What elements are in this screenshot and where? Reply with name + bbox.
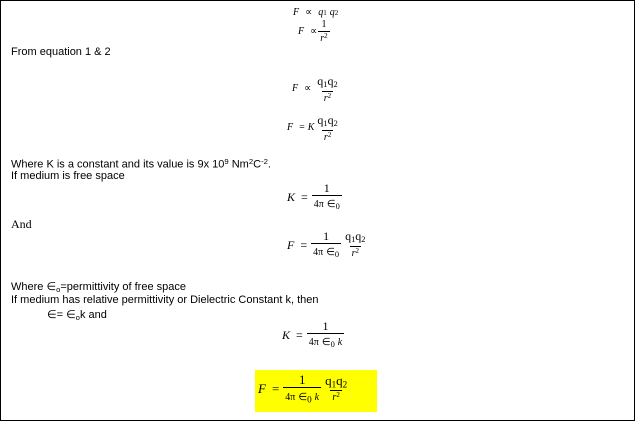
eq-numerator: [315, 75, 339, 91]
epsilon-symbol: ∈: [326, 199, 336, 210]
eq-symbol: ∝: [310, 26, 318, 38]
eq-symbol: =: [301, 189, 308, 204]
text-free-space: If medium is free space: [11, 170, 125, 182]
epsilon-symbol: ∈: [321, 337, 331, 348]
unit-c: C: [253, 158, 262, 171]
eq-symbol: =: [296, 327, 303, 342]
eq-symbol: r: [320, 33, 325, 45]
exponent-2: 2: [248, 157, 254, 166]
eq-fraction: [283, 373, 321, 404]
eq-fraction: [315, 114, 339, 143]
eq-superscript: 2: [327, 91, 332, 100]
eq-subscript: 0: [335, 202, 340, 212]
eq-symbol: k: [314, 392, 320, 403]
eq-fraction: [311, 230, 341, 260]
period: .: [267, 158, 271, 171]
eq-subscript: 2: [333, 80, 338, 90]
eq-subscript: 1: [351, 235, 356, 245]
eq-symbol: q: [336, 372, 343, 388]
text-relative-permittivity: If medium has relative permittivity or Dielectric Constant k, then: [11, 294, 319, 306]
eq-symbol: q: [318, 7, 324, 18]
eq-fraction: [323, 374, 349, 404]
where-k-prefix: Where K is a constant and its value is 9x 10: [11, 158, 225, 171]
eq-numerator: 1: [323, 181, 330, 195]
eq-numerator: 1: [298, 372, 306, 387]
equation-k-free-space: [287, 182, 343, 212]
eq-symbol: K: [307, 122, 315, 134]
eq-symbol: r: [351, 248, 356, 260]
eq-fraction: [307, 320, 344, 350]
eq-symbol: F: [298, 26, 305, 38]
eq-subscript: 2: [333, 119, 338, 129]
equation-k-dielectric: [282, 320, 345, 350]
epsilon-symbol: ∈: [46, 281, 57, 293]
eq-fraction: [343, 230, 367, 259]
eq-fraction: [312, 182, 342, 212]
equation-f-prop-charges: [293, 8, 338, 18]
eq-symbol: 4π: [285, 392, 296, 403]
eq-denominator: [330, 390, 341, 403]
k-and: k and: [79, 309, 107, 321]
where-prefix: Where: [11, 281, 47, 293]
eq-subscript: 2: [342, 379, 348, 390]
eq-fraction: [318, 20, 329, 44]
equation-f-equals-k: [287, 114, 341, 143]
eq-denominator: [350, 246, 361, 259]
equation-f-prop-combined: [292, 75, 341, 104]
eq-symbol: 4π: [308, 337, 319, 348]
eq-symbol: F: [292, 83, 299, 95]
text-where-k: [11, 155, 271, 171]
eq-symbol: F: [287, 122, 294, 134]
eq-symbol: q: [355, 229, 362, 244]
eq-symbol: r: [323, 131, 328, 143]
eq-superscript: 2: [327, 130, 332, 139]
eq-subscript: 2: [334, 8, 339, 17]
eq-symbol: r: [332, 392, 337, 404]
eq-denominator: [318, 31, 329, 44]
eq-numerator: 1: [323, 229, 330, 243]
eq-symbol: F: [287, 237, 295, 252]
where-suffix: =permittivity of free space: [60, 281, 186, 293]
epsilon-symbol: ∈: [66, 309, 76, 321]
eq-subscript: 1: [331, 379, 337, 390]
eq-subscript: 2: [361, 235, 366, 245]
epsilon-symbol: ∈: [326, 247, 335, 258]
eq-denominator: [322, 130, 333, 143]
eq-symbol: q: [327, 113, 334, 127]
exponent-minus-2: -2: [261, 157, 268, 166]
text-from-equation: From equation 1 & 2: [11, 46, 111, 58]
eq-denominator: [322, 91, 333, 104]
text-epsilon-relation: [47, 309, 107, 324]
eq-denominator: [312, 195, 342, 212]
eq-denominator: [311, 243, 341, 260]
eq-symbol: F: [293, 7, 300, 18]
eq-symbol: F: [258, 381, 266, 397]
eq-symbol: 4π: [313, 199, 324, 210]
eq-symbol: K: [287, 189, 296, 204]
eq-subscript: 0: [334, 250, 340, 260]
eq-symbol: =: [271, 381, 280, 397]
unit-nm: Nm: [228, 158, 249, 171]
epsilon-symbol: ∈: [298, 392, 308, 403]
eq-subscript: 0: [330, 340, 335, 350]
eq-subscript: 1: [323, 8, 327, 17]
eq-fraction: [315, 75, 339, 104]
eq-numerator: 1: [322, 319, 329, 333]
eq-denominator: [283, 387, 321, 404]
eq-superscript: 2: [336, 391, 340, 400]
eq-superscript: 2: [355, 246, 359, 255]
eq-symbol: q: [317, 74, 324, 88]
eq-superscript: 2: [324, 32, 328, 40]
equation-f-free-space: [287, 230, 368, 260]
equation-final-coulomb: [258, 373, 350, 404]
eq-symbol: 4π: [313, 247, 324, 258]
eq-subscript: o: [56, 284, 61, 294]
eq-symbol: =: [300, 237, 308, 252]
text-and: And: [11, 217, 32, 231]
eq-symbol: q: [317, 113, 324, 127]
eq-subscript: o: [75, 312, 80, 322]
eq-subscript: 1: [323, 119, 328, 129]
eq-numerator: [323, 374, 349, 390]
eq-subscript: 1: [323, 80, 328, 90]
equation-f-prop-inverse-square: [298, 20, 331, 44]
eq-numerator: [315, 114, 339, 130]
equals-sign: =: [56, 309, 67, 321]
eq-symbol: q: [327, 74, 334, 88]
eq-symbol: ∝: [304, 83, 312, 95]
eq-symbol: q: [345, 229, 352, 244]
eq-symbol: =: [299, 122, 305, 134]
eq-symbol: q: [329, 7, 335, 18]
eq-symbol: r: [323, 92, 328, 104]
eq-numerator: 1: [321, 19, 327, 30]
eq-symbol: ∝: [305, 7, 313, 18]
exponent-9: 9: [224, 157, 229, 166]
eq-subscript: 0: [307, 394, 312, 405]
epsilon-symbol: ∈: [47, 309, 57, 321]
eq-denominator: [307, 333, 344, 350]
eq-numerator: [343, 230, 367, 246]
eq-symbol: k: [337, 337, 343, 348]
eq-symbol: q: [325, 372, 332, 388]
eq-symbol: K: [282, 327, 291, 342]
